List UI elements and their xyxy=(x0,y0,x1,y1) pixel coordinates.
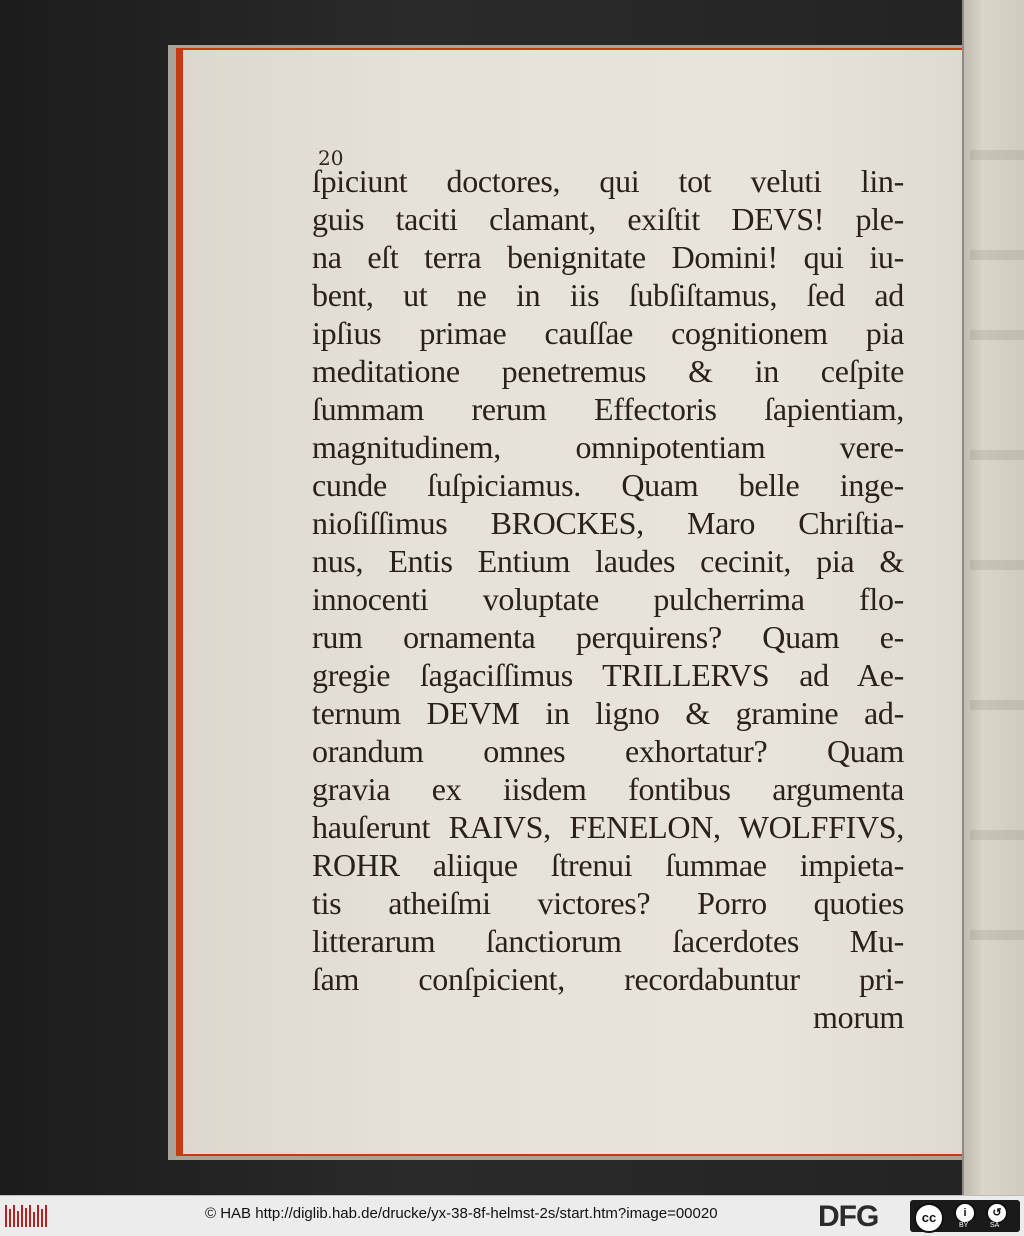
text-line: nioſiſſimus BROCKES, Maro Chriſtia- xyxy=(312,505,904,541)
creative-commons-icon: cc xyxy=(914,1203,944,1233)
text-line: ipſius primae cauſſae cognitionem pia xyxy=(312,315,904,351)
text-line: guis taciti clamant, exiſtit DEVS! ple- xyxy=(312,201,904,237)
page-text-block xyxy=(312,162,904,1036)
text-line: hauſerunt RAIVS, FENELON, WOLFFIVS, xyxy=(312,809,904,845)
text-line: cunde ſuſpiciamus. Quam belle inge- xyxy=(312,467,904,503)
text-line: tis atheiſmi victores? Porro quoties xyxy=(312,885,904,921)
text-line: innocenti voluptate pulcherrima flo- xyxy=(312,581,904,617)
text-line: gregie ſagaciſſimus TRILLERVS ad Ae- xyxy=(312,657,904,693)
hab-barcode-logo[interactable] xyxy=(4,1203,48,1229)
text-line: ſummam rerum Effectoris ſapientiam, xyxy=(312,391,904,427)
dfg-logo[interactable]: DFG xyxy=(818,1200,879,1233)
text-line: na eſt terra benignitate Domini! qui iu- xyxy=(312,239,904,275)
text-line: rum ornamenta perquirens? Quam e- xyxy=(312,619,904,655)
license-badge[interactable] xyxy=(910,1200,1020,1232)
text-line: magnitudinem, omnipotentiam vere- xyxy=(312,429,904,465)
page-number: 20 xyxy=(318,146,344,170)
share-alike-icon: ↺ xyxy=(986,1202,1008,1224)
source-url[interactable]: © HAB http://diglib.hab.de/drucke/yx-38-8f-helmst-2s/start.htm?image=00020 xyxy=(205,1205,718,1222)
sa-label: SA xyxy=(990,1222,1000,1229)
by-label: BY xyxy=(959,1222,969,1229)
text-line: ſpiciunt doctores, qui tot veluti lin- xyxy=(312,163,904,199)
attribution-icon: i xyxy=(954,1202,976,1224)
text-line: nus, Entis Entium laudes cecinit, pia & xyxy=(312,543,904,579)
text-line: orandum omnes exhortatur? Quam xyxy=(312,733,904,769)
text-line: gravia ex iisdem fontibus argumenta xyxy=(312,771,904,807)
text-line: ſam conſpicient, recordabuntur pri- xyxy=(312,961,904,997)
text-line: ternum DEVM in ligno & gramine ad- xyxy=(312,695,904,731)
text-line: litterarum ſanctiorum ſacerdotes Mu- xyxy=(312,923,904,959)
viewer-footer xyxy=(0,1195,1024,1236)
text-line: meditatione penetremus & in ceſpite xyxy=(312,353,904,389)
adjacent-page xyxy=(962,0,1024,1195)
text-line: bent, ut ne in iis ſubſiſtamus, ſed ad xyxy=(312,277,904,313)
text-line: ROHR aliique ſtrenui ſummae impieta- xyxy=(312,847,904,883)
catchword: morum xyxy=(813,999,904,1035)
